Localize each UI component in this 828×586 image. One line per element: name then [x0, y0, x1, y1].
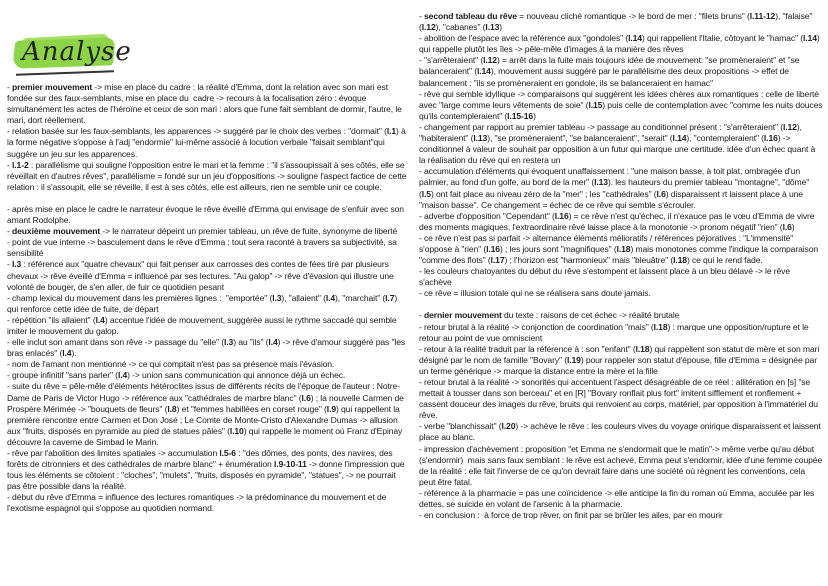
analysis-paragraph	[419, 322, 823, 344]
paragraph-text: -	[7, 259, 13, 270]
emphasis-text: l.1	[386, 126, 397, 137]
analysis-paragraph	[419, 288, 823, 299]
analysis-paragraph	[419, 89, 823, 122]
emphasis-text: l.18	[653, 321, 668, 332]
paragraph-text: - référence à la pharmacie = pas une coïncidence -> elle anticipe la fin du roman où Emma, acculée par les dettes, se suicide en volant de l'arsenic à la pharmacie.	[419, 487, 817, 510]
paragraph-text: ) ; l'horizon est "harmonieux" mais "bleuâtre" (	[504, 255, 674, 266]
paragraph-text: - adverbe d'opposition "Cependant" (	[419, 210, 555, 221]
paragraph-text: ) ; les jours sont "magnifiques" (	[499, 243, 617, 254]
analysis-paragraph	[419, 33, 823, 55]
paragraph-text: - abolition de l'espace avec la référence aux "gondoles" (	[419, 33, 629, 44]
paragraph-text: ), "contempleraient" (	[686, 133, 764, 144]
emphasis-text: l.6	[301, 392, 311, 403]
analysis-paragraph	[419, 344, 823, 377]
analysis-paragraph	[7, 315, 410, 337]
paragraph-text: )	[533, 110, 536, 121]
analysis-paragraph	[419, 299, 823, 310]
emphasis-text: l.13	[485, 22, 500, 33]
paragraph-text: : référence aux "quatre chevaux" qui fait penser aux carrosses des contes de fées tiré par plusieurs chevaux -> rêve éveillé d'Emma = influencé par ses lectures. "Au galop" -> rêve d'évasion qui illustre une volonté de bouger, de s'en aller, de fuir ce quotidien pesant	[7, 259, 396, 292]
emphasis-text: l.12	[782, 121, 797, 132]
paragraph-text: ) au "ils" (	[233, 337, 269, 348]
title-underline	[16, 70, 114, 75]
paragraph-text: - en conclusion : à force de trop rêver, on finit par se brûler les ailes, par en mourir	[419, 510, 723, 521]
page-title: Analyse	[22, 37, 132, 67]
paragraph-text: ) puis celle de contemplation avec "comme les nuits douces qu'ils contempleraient" (	[419, 99, 825, 121]
paragraph-text: - suite du rêve = pêle-mêle d'éléments hétéroclites issus de différents récits de l'époque de l'auteur : Notre-Dame de Paris de Victor Hugo -> référence aux "cathédrales de marbre blanc" (	[7, 381, 400, 403]
paragraph-text: -	[419, 11, 425, 21]
emphasis-text: l.14	[803, 33, 817, 44]
paragraph-text: - début du rêve d'Emma = influence des lectures romantiques -> la prédominance du mouvement et de l'exotisme espagnol qui s'oppose au quotidien normand.	[7, 492, 389, 514]
paragraph-text: - retour brutal à la réalité -> conjonction de coordination "mais" (	[419, 321, 654, 332]
paragraph-text: - groupe infinitif "sans parler" (	[7, 370, 118, 381]
emphasis-text: second tableau du rêve	[424, 11, 517, 21]
emphasis-text: l.18	[673, 255, 687, 266]
paragraph-text: - retour à la réalité traduit par la référence à : son "enfant" (	[419, 343, 636, 354]
analyse-title-block	[8, 33, 132, 81]
paragraph-text: ) qui renforce cette idée de fuite, de départ	[7, 292, 400, 314]
emphasis-text: l.12	[421, 22, 436, 33]
paragraph-text: ), "cabanes" (	[435, 22, 486, 33]
paragraph-text: ) = ce rêve n'est qu'échec, il n'exauce pas le vœu d'Emma de vivre des moments magiques, l'extraordinaire rêvé laisse place à la monotonie -> pronom négatif "rien" (	[419, 210, 817, 232]
paragraph-text: -	[419, 310, 425, 321]
paragraph-text: ) mais monotones comme l'indique la comparaison "comme des flots" (	[419, 243, 821, 266]
paragraph-text: -	[7, 226, 13, 237]
emphasis-text: l.5-6	[219, 448, 236, 458]
paragraph-text: - elle inclut son amant dans son rêve -> passage du "elle" (	[7, 337, 224, 348]
paragraph-text: : parallélisme qui souligne l'opposition entre le mari et la femme : "il s'assoupissait à ses côtés, elle se réveillait en d'autres rêves", parallélisme = fondé sur un jeu d'oppositions -> souligne l'aspect factice de cette relation : il s'assoupit, elle se réveille, il est à ses côtés, elle est ailleurs, rien ne semble unir ce couple.	[7, 159, 409, 192]
paragraph-text: - après mise en place le cadre le narrateur évoque le rêve éveillé d'Emma qui envisage de s'enfuir avec son amant Rodolphe.	[7, 203, 407, 226]
analysis-paragraph	[7, 126, 410, 159]
paragraph-text: ).	[71, 348, 77, 359]
paragraph-text: -> donne l'impression que tous les éléments se côtoient : "cloches", "mulets", "fruits, disposés en pyramide", "statues", -> ne pourrait pas être possible dans la réalité.	[7, 459, 407, 492]
emphasis-text: deuxième mouvement	[12, 226, 101, 237]
paragraph-text: ) ce qui le rend fade.	[686, 255, 763, 266]
emphasis-text: l.11-12	[749, 11, 776, 21]
paragraph-text: ) = arrêt dans la fuite mais toujours idée de mouvement: "se promèneraient" et "se balanceraient" (	[419, 55, 802, 77]
analysis-paragraph	[419, 510, 823, 521]
analysis-paragraph	[419, 166, 823, 210]
paragraph-text: - changement par rapport au premier tableau -> passage au conditionnel présent : "s'arrêteraient" (	[419, 121, 783, 132]
emphasis-text: l.6	[656, 188, 666, 199]
emphasis-text: l.19	[566, 354, 581, 365]
paragraph-text: - rêve par l'abolition des limites spatiales -> accumulation	[7, 448, 220, 458]
paragraph-text: ), "habiteraient" (	[419, 121, 805, 144]
analysis-paragraph	[419, 421, 823, 443]
analysis-paragraph	[7, 226, 410, 237]
analysis-paragraph	[419, 11, 823, 33]
analysis-paragraph	[419, 122, 823, 166]
paragraph-text: - rêve qui semble idyllique -> comparaisons qui suggèrent les idées chères aux romantiques : celle de liberté avec "large comme leurs vêtements de soie" (	[419, 88, 822, 110]
emphasis-text: l.14	[672, 133, 687, 144]
emphasis-text: l.3	[12, 259, 22, 270]
analysis-paragraph	[7, 160, 410, 193]
paragraph-text: ). les hauteurs du premier tableau "montagne", "dôme" (	[419, 177, 812, 199]
paragraph-text: -	[7, 159, 13, 170]
paragraph-text: )	[791, 221, 795, 232]
paragraph-text: ) qui rappellent l'Italie, côtoyant le "hamac" (	[641, 33, 803, 44]
emphasis-text: l.3	[223, 337, 234, 348]
paragraph-text: ) qui rappelle plutôt les îles -> pêle-mêle d'images à la manière des rêves	[419, 33, 822, 55]
paragraph-text: ) et "femmes habillées en corset rouge" (	[176, 403, 327, 414]
emphasis-text: l.9	[326, 403, 336, 414]
paragraph-text: ), "se promèneraient", "se balanceraient", "serait" (	[487, 133, 673, 144]
emphasis-text: l.4	[325, 292, 336, 303]
paragraph-text: - répétition "ils allaient" (	[7, 314, 96, 325]
analysis-paragraph	[7, 293, 410, 315]
paragraph-text: - accumulation d'éléments qui évoquent unaffaissement : "une maison basse, à toit plat, ombragée d'un palmier, au fond d'un golfe, au bord de la mer" (	[419, 166, 803, 188]
paragraph-text: ) : marque une opposition/rupture et le retour au point de vue omniscient	[419, 321, 811, 343]
emphasis-text: l.15	[588, 99, 603, 110]
emphasis-text: l.16	[763, 133, 778, 144]
paragraph-text: ) qui rappelle le moment où Franz d'Epinay découvre la caverne de Simbad le Marin.	[7, 425, 405, 447]
paragraph-text: : "des dômes, des ponts, des navires, des forêts de citronniers et des cathédrales de marbre blanc" + énumération	[7, 448, 395, 470]
paragraph-text: - nom de l'amant non mentionné -> ce qui comptait n'est pas sa présence mais l'évasion.	[7, 359, 335, 370]
paragraph-text: = nouveau cliché romantique -> le bord de mer : "filets bruns" (	[516, 11, 750, 21]
paragraph-text: ), "allaient" (	[281, 292, 326, 303]
analysis-paragraph	[419, 233, 823, 266]
emphasis-text: l.1-2	[12, 159, 29, 170]
analysis-paragraph	[7, 381, 410, 448]
paragraph-text: -	[7, 82, 13, 92]
paragraph-text: ) -> union sans communication qui annonce déjà un échec.	[127, 370, 346, 381]
emphasis-text: l.6	[782, 221, 792, 232]
emphasis-text: l.16	[554, 210, 569, 221]
paragraph-text: ) à la forme négative s'oppose à l'adj "endormie" lui-même associé à locution verbale "faisait semblant"qui suggère un jeu sur les apparences.	[7, 126, 408, 159]
paragraph-text: ) disparaissent rt laissent place à une "maison basse". Ce changement = échec de ce rêve qui semble s'écrouler.	[419, 188, 806, 210]
emphasis-text: l.3	[272, 292, 282, 303]
paragraph-text: du texte : raisons de cet échec -> réalité brutale	[501, 310, 680, 321]
paragraph-text: - "s'arrêteraient" (	[419, 55, 484, 66]
analysis-paragraph	[7, 337, 410, 359]
paragraph-text: ), "marchait" (	[335, 292, 386, 303]
paragraph-text: -> mise en place du cadre : la réalité d'Emma, dont la relation avec son mari est fondée sur des faux-semblants, mise en place du cadre -> recours à la focalisation zéro : évoque simultanément les actes de l'héroïne et ceux de son mari : alors que l'une fait semblant de dormir, l'autre, le mari, dort réellement.	[7, 82, 405, 126]
paragraph-text: ), mouvement aussi suggéré par le parallélisme des deux propositions -> effet de balancement : "ils se promèneraient en gondole, ils se balanceraient en hamac"	[419, 66, 792, 88]
emphasis-text: l.10	[229, 425, 244, 436]
paragraph-text: ) ; la nouvelle Carmen de Prospère Mérimée -> "bouquets de fleurs" (	[7, 392, 407, 414]
paragraph-text: ) ont fait place au niveau zéro de la "mer" ; les "cathédrales" (	[430, 188, 657, 199]
analysis-paragraph	[7, 370, 410, 381]
emphasis-text: l.4	[95, 314, 105, 325]
paragraph-text: - champ lexical du mouvement dans les premières lignes : "emportée" (	[7, 292, 273, 303]
paragraph-text: ) qui rappellent la première rencontre entre Carmen et Don José ; Le Comte de Monte-Cristo d'Alexandre Dumas -> allusion aux "fruits, disposés en pyramide au pied de statues pâles" (	[7, 403, 402, 436]
analysis-paragraph	[419, 444, 823, 488]
analysis-paragraph	[7, 237, 410, 259]
emphasis-text: l.4	[62, 348, 72, 359]
emphasis-text: l.16	[486, 243, 500, 254]
paragraph-text: ) pour rappeler son statut d'épouse, fille d'Emma = désignée par un terme générique -> marque la distance entre la mère et la fille	[419, 354, 820, 376]
analysis-paragraph	[419, 310, 823, 321]
analysis-paragraph	[419, 488, 823, 510]
paragraph-text: - les couleurs chatoyantes du début du rêve s'estompent et laissent place à un bleu délavé -> le rêve s'achève	[419, 266, 793, 288]
analysis-paragraph	[7, 193, 410, 204]
paragraph-text: - retour brutal à la réalité -> sonorités qui accentuent l'aspect désagréable de ce réel : allitération en [s] "se mettait à tousser dans son berceau" et en [R] "Bovary ronflait plus fort" imitent sifflement et ronflement + cassent douceur des images du rêve, bruits qui renvoient au corps, matériel, par opposition à l'immatériel du rêve.	[419, 377, 821, 421]
analysis-paragraph	[7, 259, 410, 292]
analysis-paragraph	[7, 492, 410, 514]
paragraph-text: - ce rêve = illusion totale qui ne se réalisera sans doute jamais.	[419, 288, 651, 299]
emphasis-text: l.18	[616, 243, 631, 254]
emphasis-text: l.12	[483, 55, 497, 66]
paragraph-text: )	[499, 22, 503, 33]
analysis-paragraph	[419, 55, 823, 88]
paragraph-text: - verbe "blanchissait" (	[419, 421, 502, 432]
left-column	[7, 82, 410, 515]
emphasis-text: premier mouvement	[12, 82, 93, 92]
paragraph-text: ) -> rêve d'amour suggéré pas "les bras enlacés" (	[7, 337, 408, 359]
paragraph-text: - impression d'achèvement : proposition "et Emma ne s'endormait que le matin"-> même verbe qu'au début (s'endormir) mais sans faux semblant : le rêve est achevé, Emma peut s'endormir, idée d'une femme coupée de la réalité : elle fait l'inverse de ce qu'on devrait faire dans une société où règnent les conventions, cela peut être fatal.	[419, 443, 825, 487]
emphasis-text: l.4	[268, 337, 278, 348]
paragraph-text: - relation basée sur les faux-semblants, les apparences -> suggéré par le choix des verbes : "dormait" (	[7, 126, 387, 137]
emphasis-text: l.18	[635, 343, 650, 354]
emphasis-text: l.8	[167, 403, 177, 414]
emphasis-text: l.13	[594, 177, 608, 188]
emphasis-text: l.5	[421, 188, 431, 199]
emphasis-text: l.17	[490, 255, 505, 266]
analysis-paragraph	[419, 377, 823, 421]
emphasis-text: l.15-16	[507, 110, 534, 121]
emphasis-text: l.9-10-11	[273, 459, 307, 470]
paragraph-text: - point de vue interne -> basculement dans le rêve d'Emma : tout sera raconté à travers sa subjectivité, sa sensibilité	[7, 237, 400, 259]
analysis-paragraph	[7, 204, 410, 226]
analysis-paragraph	[419, 211, 823, 233]
emphasis-text: l.7	[385, 292, 395, 303]
right-column	[419, 11, 823, 521]
paragraph-text: -> le narrateur dépeint un premier tableau, un rêve de fuite, synonyme de liberté	[100, 226, 398, 237]
paragraph-text: ) qui rappellent son statut de mère et son mari désigné par le nom de famille "Bovary" (	[419, 343, 822, 365]
analysis-paragraph	[7, 448, 410, 492]
emphasis-text: l.4	[117, 370, 128, 381]
paragraph-text: ) -> conditionnel à valeur de souhait par opposition à un futur qui marque une certitude. idée d'un échec quant à la réalisation du rêve qui en restera un	[419, 133, 818, 166]
emphasis-text: l.14	[628, 33, 642, 44]
analysis-paragraph	[7, 359, 410, 370]
paragraph-text: ) -> achève le rêve : les couleurs vives du voyage onirique disparaissent et laissent place au blanc.	[419, 421, 823, 443]
emphasis-text: l.13	[473, 133, 488, 144]
paragraph-text: ), "falaise" (	[419, 11, 815, 33]
emphasis-text: l.20	[501, 421, 516, 432]
emphasis-text: dernier mouvement	[424, 310, 502, 321]
analysis-paragraph	[7, 82, 410, 126]
paragraph-text: - ce rêve n'est pas si parfait -> alternance éléments mélioratifs / références péjoratives : "L'immensité" s'oppose à "rien" (	[419, 232, 796, 254]
paragraph-text: ) accentue l'idée de mouvement, suggérée aussi le rythme saccadé qui semble imiter le mouvement du galop.	[7, 314, 399, 336]
emphasis-text: l.14	[476, 66, 491, 77]
analysis-paragraph	[419, 266, 823, 288]
